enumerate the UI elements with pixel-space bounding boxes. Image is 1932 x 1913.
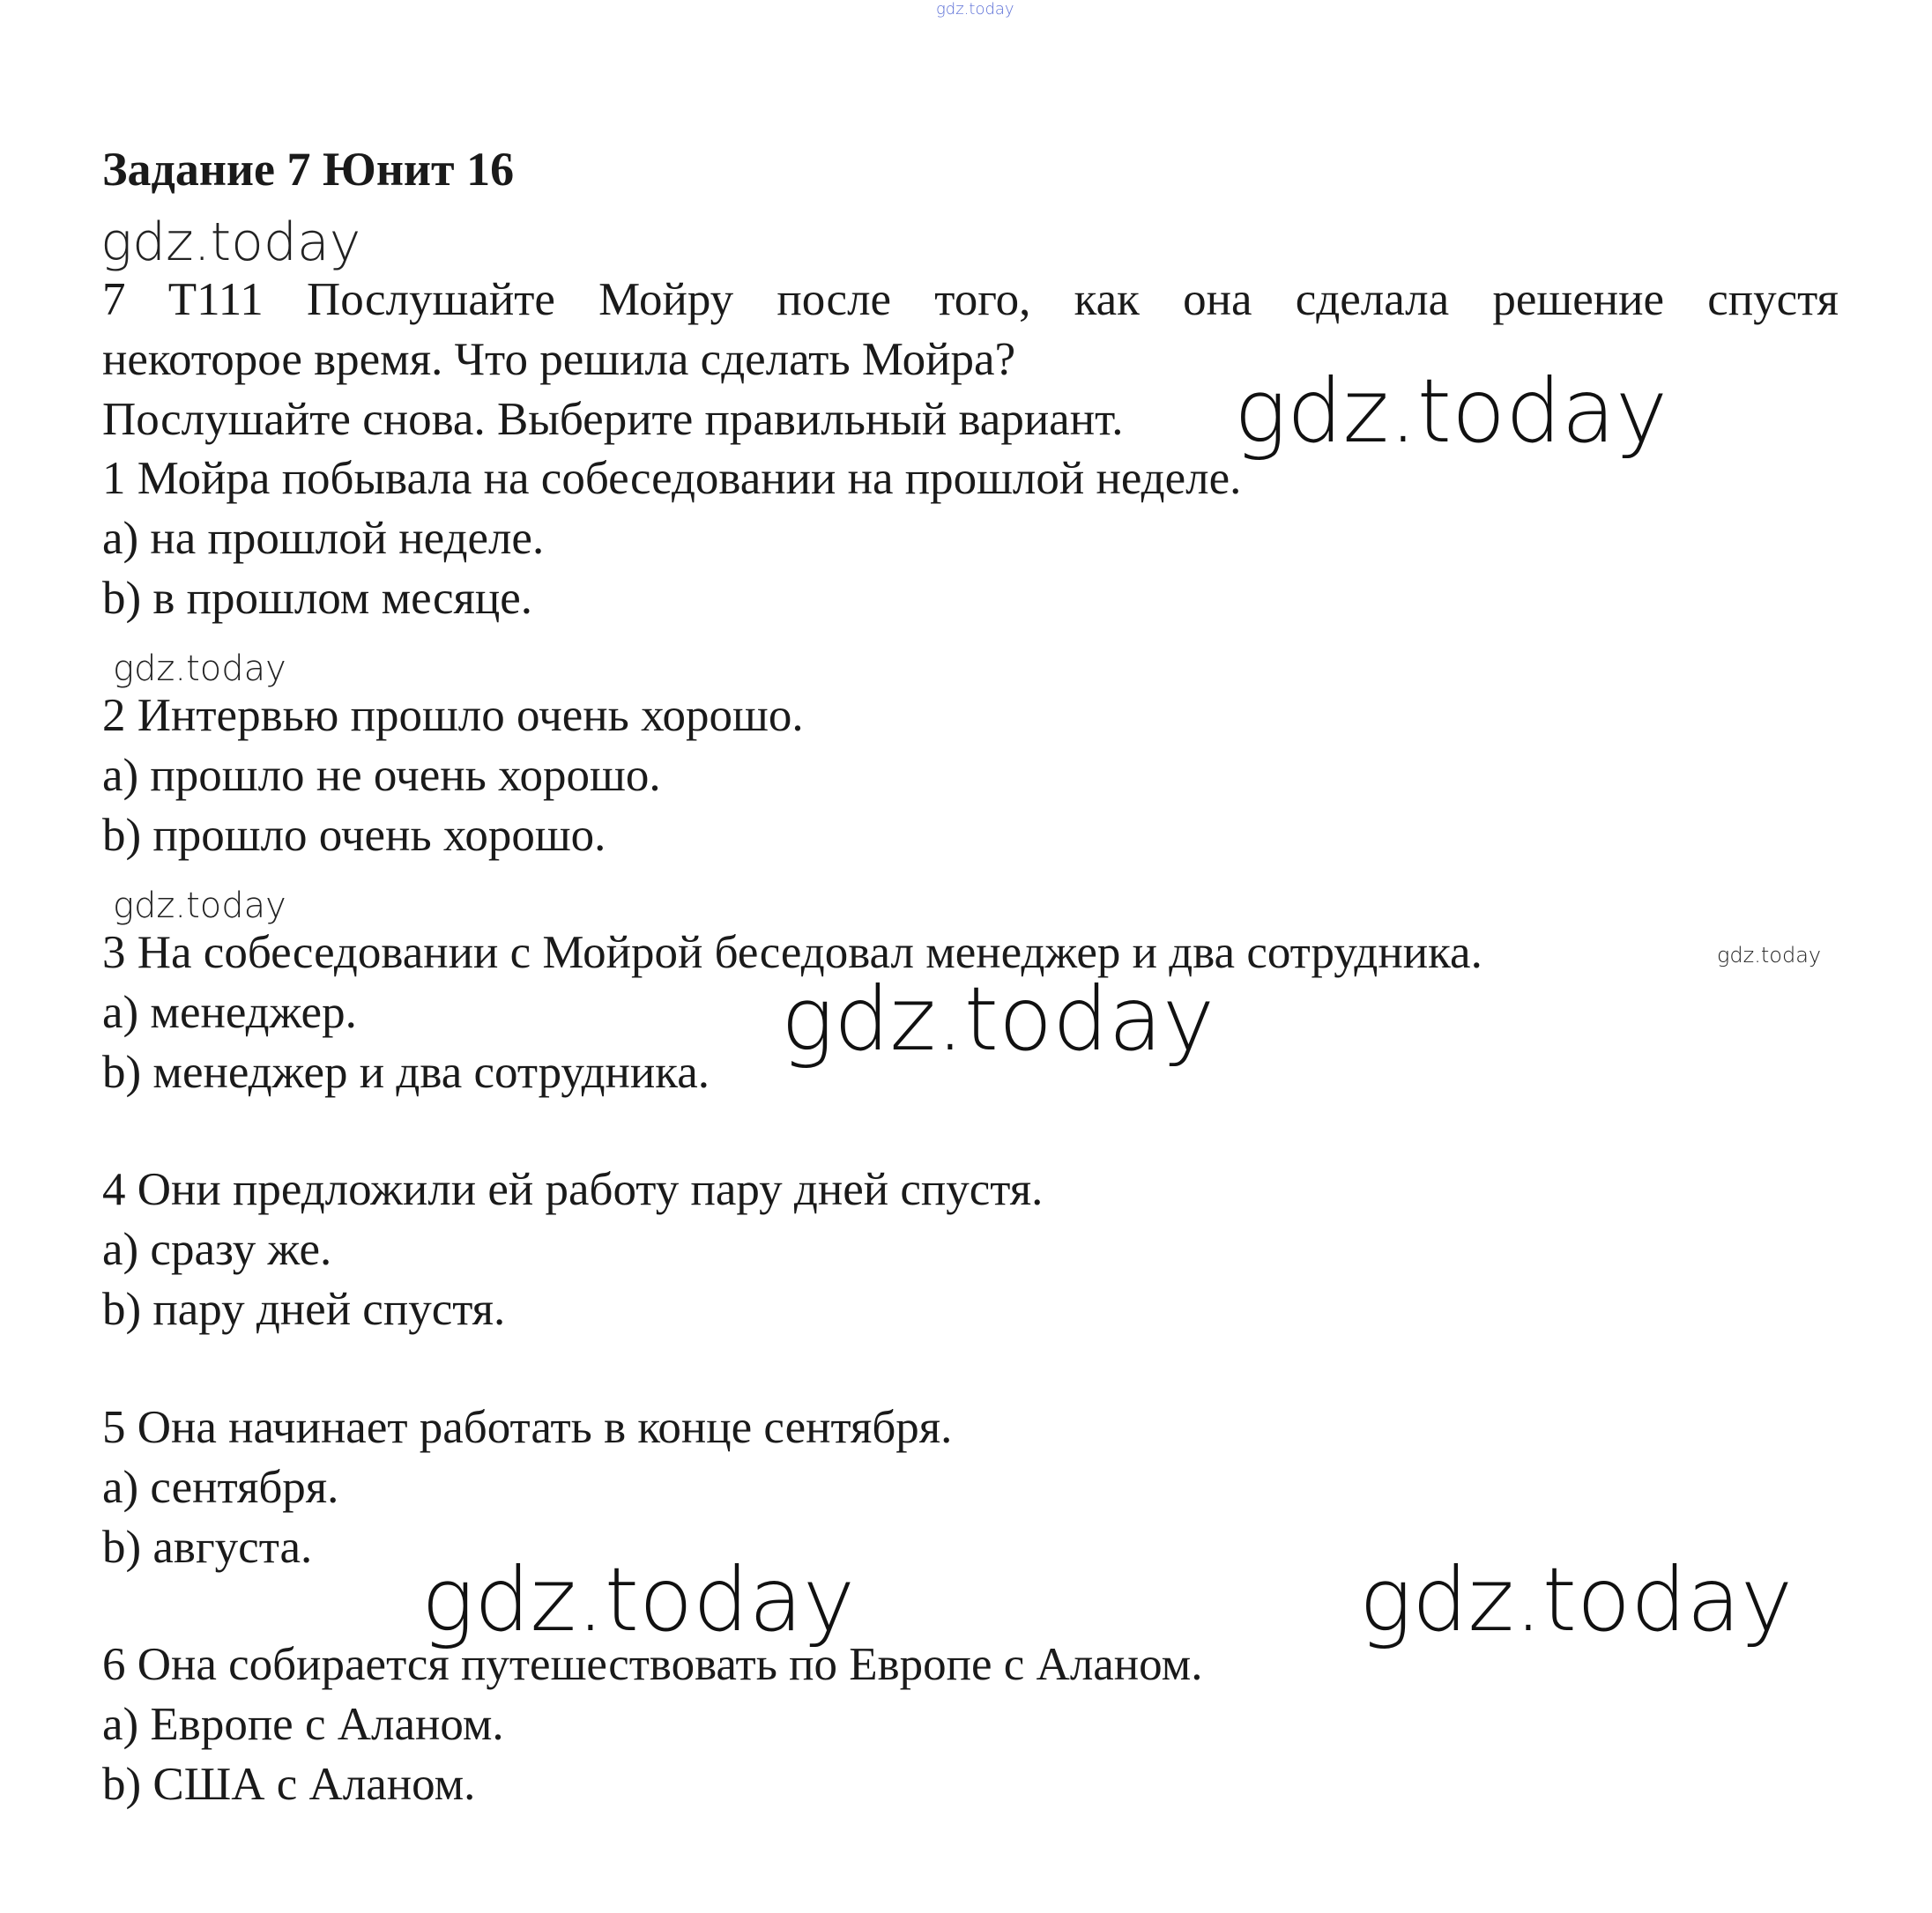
watermark-small-q3: gdz.today: [113, 886, 286, 926]
question-3-option-b: b) менеджер и два сотрудника.: [102, 1047, 710, 1098]
question-1-option-a: a) на прошлой неделе.: [102, 513, 545, 564]
watermark-large-q6-right: gdz.today: [1359, 1548, 1794, 1651]
page-title: Задание 7 Юнит 16: [102, 143, 515, 196]
question-3-statement: 3 На собеседовании с Мойрой беседовал менеджер и два сотрудника.: [102, 927, 1482, 978]
question-1-statement: 1 Мойра побывала на собеседовании на прошлой неделе.: [102, 453, 1242, 504]
question-5-option-b: b) августа.: [102, 1522, 313, 1573]
intro-line-3: Послушайте снова. Выберите правильный вариант.: [102, 394, 1124, 445]
question-6-option-b: b) США с Аланом.: [102, 1759, 476, 1810]
watermark-top: gdz.today: [936, 0, 1014, 19]
question-2-statement: 2 Интервью прошло очень хорошо.: [102, 690, 804, 741]
intro-line-2: некоторое время. Что решила сделать Мойра?: [102, 334, 1016, 385]
question-3-option-a: a) менеджер.: [102, 987, 357, 1038]
watermark-tiny-q3: gdz.today: [1717, 943, 1822, 968]
watermark-large-q6-left: gdz.today: [421, 1548, 856, 1651]
watermark-after-title: gdz.today: [100, 211, 361, 273]
question-2-option-a: a) прошло не очень хорошо.: [102, 750, 661, 801]
intro-line-1: 7 T111 Послушайте Мойру после того, как она сделала решение спустя: [102, 274, 1839, 325]
watermark-small-q2: gdz.today: [113, 649, 286, 689]
watermark-large-intro: gdz.today: [1234, 360, 1668, 463]
question-2-option-b: b) прошло очень хорошо.: [102, 810, 606, 861]
question-5-option-a: a) сентября.: [102, 1462, 339, 1513]
question-6-statement: 6 Она собирается путешествовать по Европе с Аланом.: [102, 1639, 1203, 1690]
question-4-statement: 4 Они предложили ей работу пару дней спустя.: [102, 1164, 1044, 1215]
question-1-option-b: b) в прошлом месяце.: [102, 573, 532, 624]
watermark-large-q3: gdz.today: [781, 968, 1215, 1071]
question-4-option-b: b) пару дней спустя.: [102, 1284, 506, 1335]
question-6-option-a: a) Европе с Аланом.: [102, 1699, 504, 1750]
question-4-option-a: a) сразу же.: [102, 1224, 332, 1275]
question-5-statement: 5 Она начинает работать в конце сентября.: [102, 1402, 953, 1453]
